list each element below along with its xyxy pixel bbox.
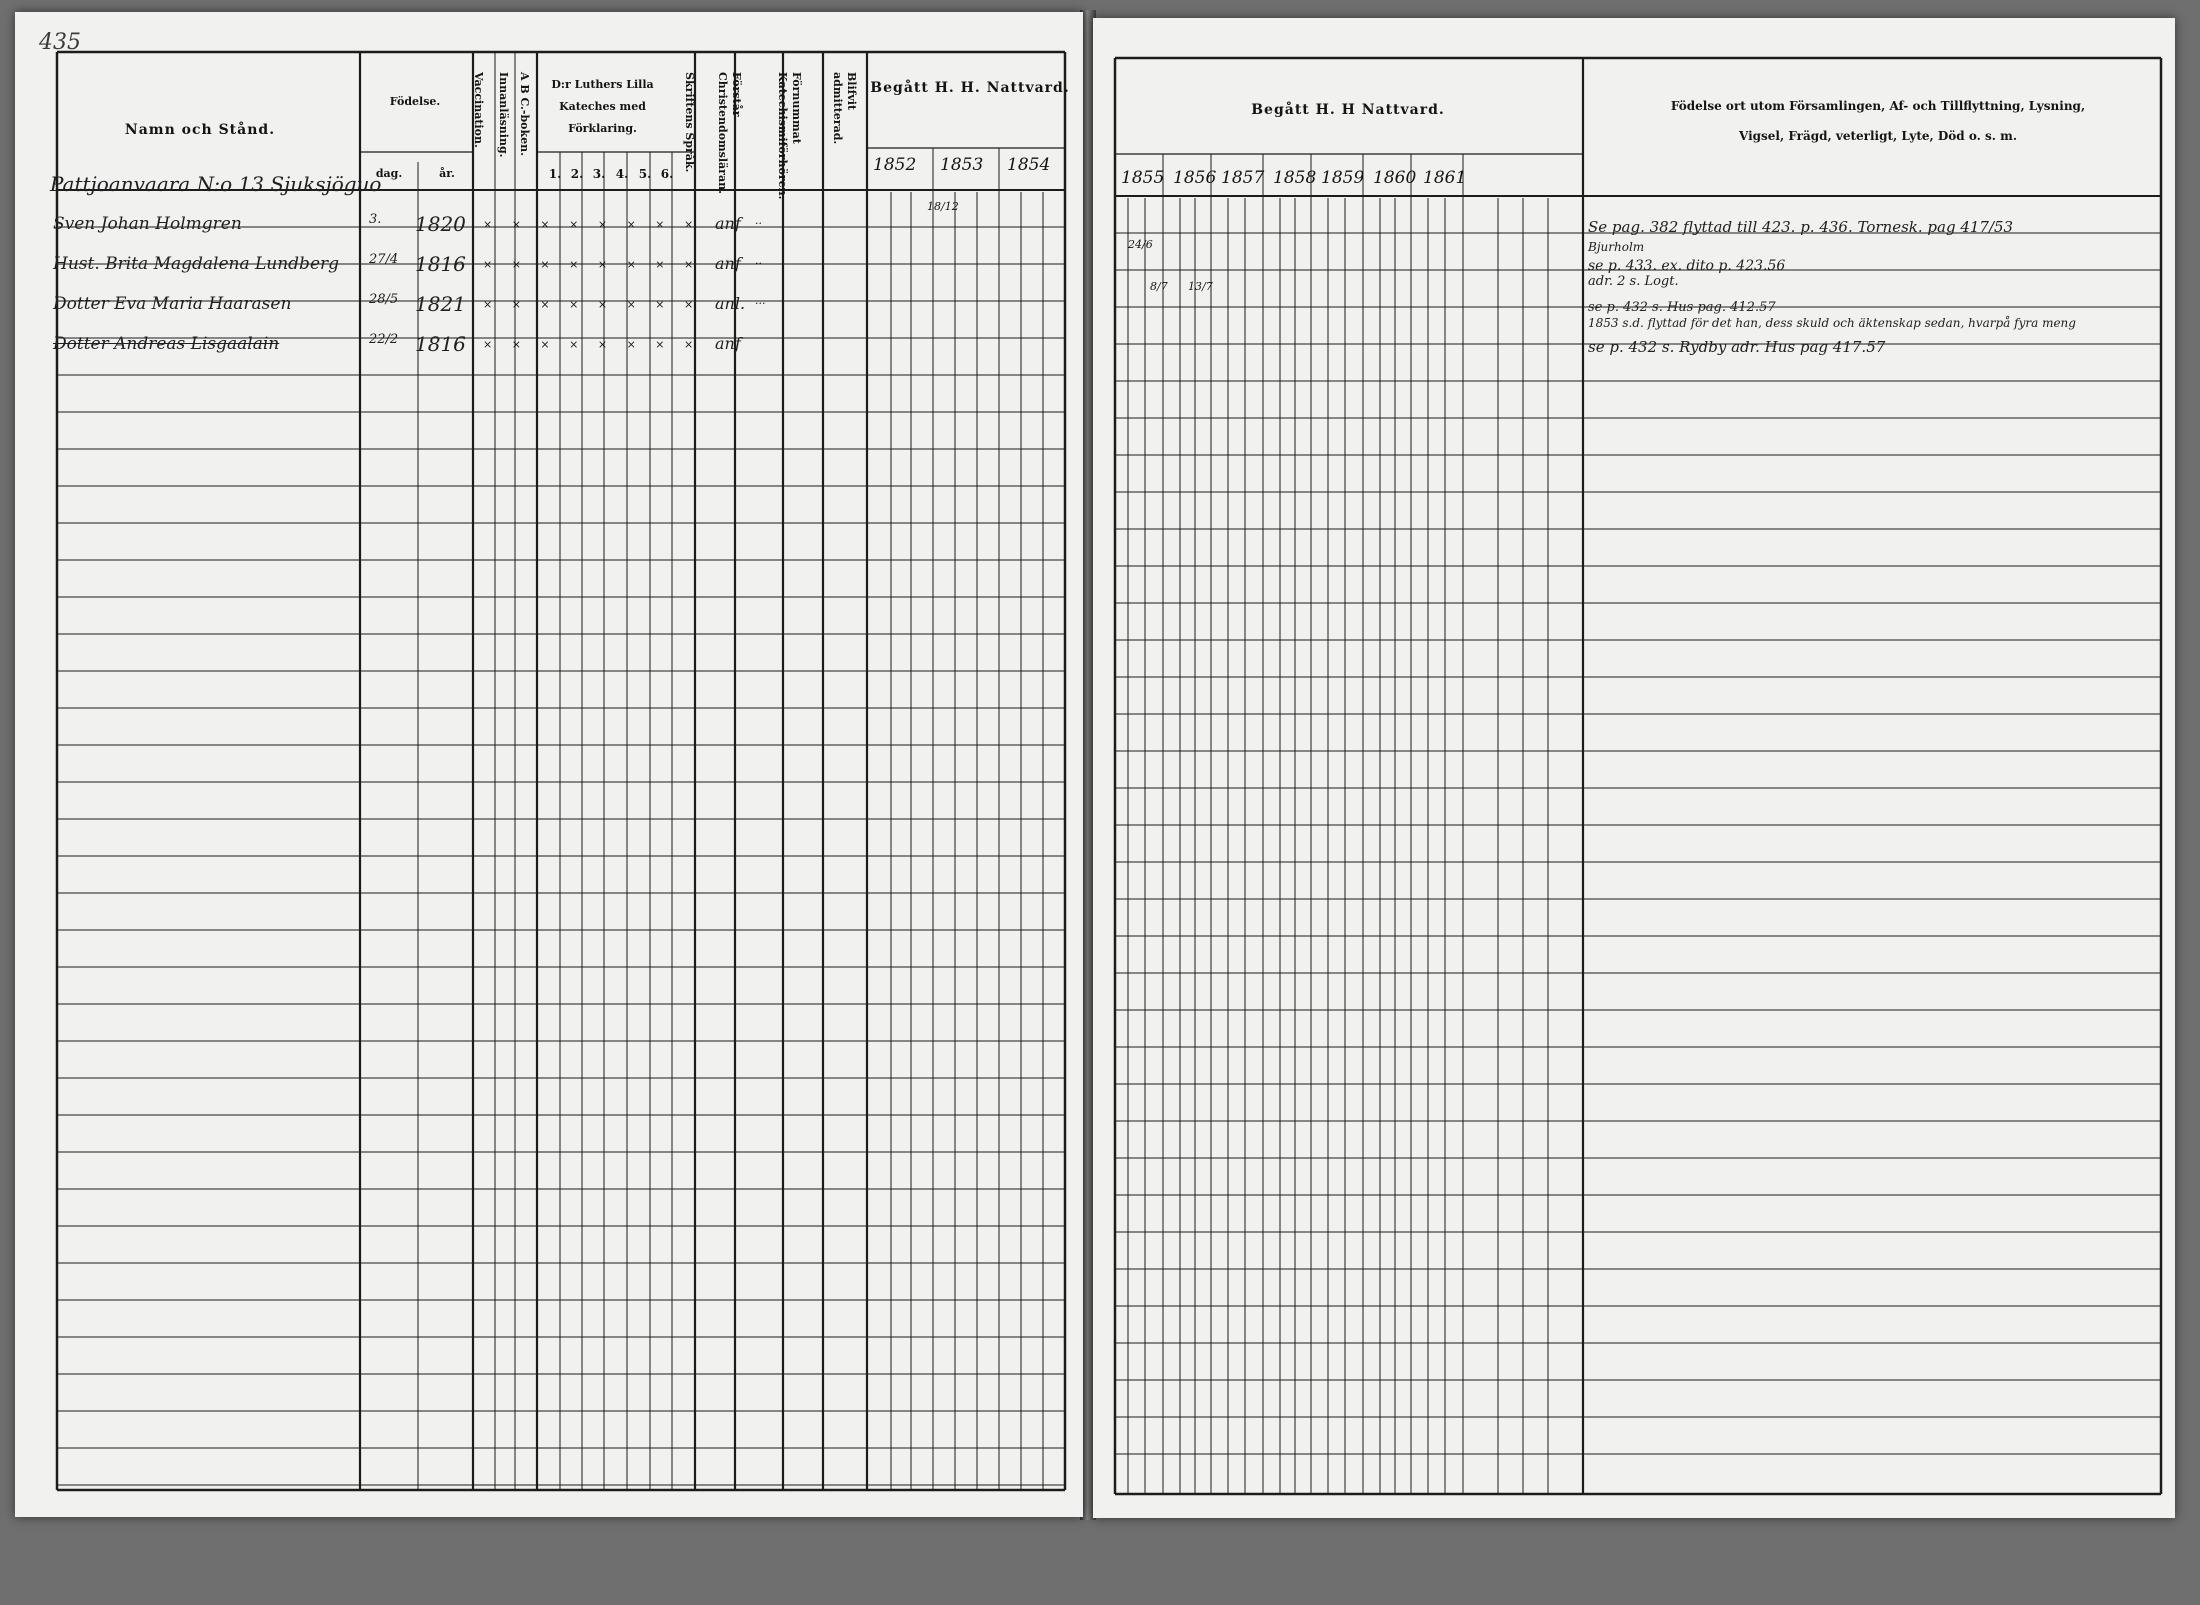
header-admitted: Blifvit admitterad.: [831, 72, 858, 145]
entry-birth-day: 22/2: [369, 332, 399, 347]
entry-reading-marks: × × × × × × × ×: [483, 338, 702, 351]
header-birth: Födelse.: [389, 95, 441, 108]
header-catechism: D:r Luthers Lilla Kateches med Förklaring.: [551, 78, 654, 135]
communion-mark: 8/7: [1150, 280, 1168, 293]
entry-name: Hust. Brita Magdalena Lundberg: [53, 254, 340, 274]
entry-birth-year: 1821: [415, 292, 466, 316]
catechism-part-3: 3.: [592, 167, 606, 181]
year-1855: 1855: [1121, 168, 1165, 188]
right-page: [1093, 18, 2175, 1518]
catechism-part-2: 2.: [570, 167, 584, 181]
left-page: [15, 12, 1083, 1517]
header-communion-right: Begått H. H Nattvard.: [1251, 102, 1445, 118]
entry-understanding: anf: [715, 334, 741, 353]
remark-line: 1853 s.d. flyttad för det han, dess skuld och äktenskap sedan, hvarpå fyra meng: [1588, 316, 2076, 330]
header-name-and-status: Namn och Stånd.: [124, 122, 276, 138]
entry-name: Sven Johan Holmgren: [53, 214, 242, 234]
entry-name: Dotter Eva Maria Haarasen: [53, 294, 292, 314]
header-remarks-line2: Vigsel, Frägd, veterligt, Lyte, Död o. s. m.: [1738, 129, 2018, 143]
entry-note: ..: [755, 214, 762, 227]
remark-line: Se pag. 382 flyttad till 423. p. 436. Tornesk. pag 417/53: [1588, 218, 2014, 236]
header-birth-year: år.: [439, 167, 455, 180]
communion-mark: 18/12: [927, 200, 959, 213]
header-reading: Innanläsning.: [497, 72, 510, 158]
year-1854: 1854: [1007, 155, 1051, 175]
catechism-part-4: 4.: [615, 167, 629, 181]
catechism-part-6: 6.: [660, 167, 674, 181]
household-heading: Pattjoanvaara N:o 13 Sjuksjöguo: [50, 172, 382, 196]
header-communion-left: Begått H. H. Nattvard.: [870, 80, 1070, 96]
entry-birth-day: 3.: [369, 212, 382, 227]
year-1852: 1852: [873, 155, 917, 175]
catechism-part-5: 5.: [638, 167, 652, 181]
entry-reading-marks: × × × × × × × ×: [483, 298, 702, 311]
communion-mark: 24/6: [1128, 238, 1153, 251]
header-abc-book: A B C.-boken.: [518, 72, 531, 156]
header-christian-doctrine: Förstår Christendomsläran.: [716, 72, 743, 194]
catechism-part-1: 1.: [548, 167, 562, 181]
year-1859: 1859: [1321, 168, 1365, 188]
year-1860: 1860: [1373, 168, 1417, 188]
entry-understanding: anl.: [715, 294, 746, 313]
year-1853: 1853: [940, 155, 984, 175]
remark-line: se p. 432 s. Rydby adr. Hus pag 417.57: [1588, 338, 1886, 356]
header-birth-day: dag.: [375, 167, 403, 180]
remark-line: se p. 432 s. Hus pag. 412.57: [1588, 300, 1776, 315]
year-1861: 1861: [1423, 168, 1467, 188]
year-1856: 1856: [1173, 168, 1217, 188]
entry-understanding: anf: [715, 214, 741, 233]
header-remarks-line1: Födelse ort utom Församlingen, Af- och Tillflyttning, Lysning,: [1670, 99, 2086, 113]
year-1857: 1857: [1221, 168, 1265, 188]
remark-line: se p. 433. ex. dito p. 423.56: [1588, 258, 1786, 274]
entry-note: ..: [755, 254, 762, 267]
entry-birth-year: 1820: [415, 212, 466, 236]
remark-line: Bjurholm: [1588, 240, 1645, 254]
year-1858: 1858: [1273, 168, 1317, 188]
entry-note: ...: [755, 294, 766, 307]
entry-reading-marks: × × × × × × × ×: [483, 258, 702, 271]
left-ledger-grid: [15, 12, 1083, 1517]
remark-line: adr. 2 s. Logt.: [1588, 274, 1679, 289]
page-number: 435: [39, 30, 81, 55]
header-scripture: Skriftens Språk.: [683, 72, 696, 173]
entry-birth-day: 27/4: [369, 252, 399, 267]
entry-understanding: anf: [715, 254, 741, 273]
header-catechism-heard: Förnummat Katechismiförhören.: [776, 72, 803, 200]
entry-birth-day: 28/5: [369, 292, 399, 307]
entry-name: Dotter Andreas Lisgaalain: [53, 334, 280, 354]
entry-reading-marks: × × × × × × × ×: [483, 218, 702, 231]
communion-mark: 13/7: [1188, 280, 1213, 293]
header-vaccination: Vaccination.: [472, 72, 485, 148]
entry-birth-year: 1816: [415, 332, 466, 356]
entry-birth-year: 1816: [415, 252, 466, 276]
